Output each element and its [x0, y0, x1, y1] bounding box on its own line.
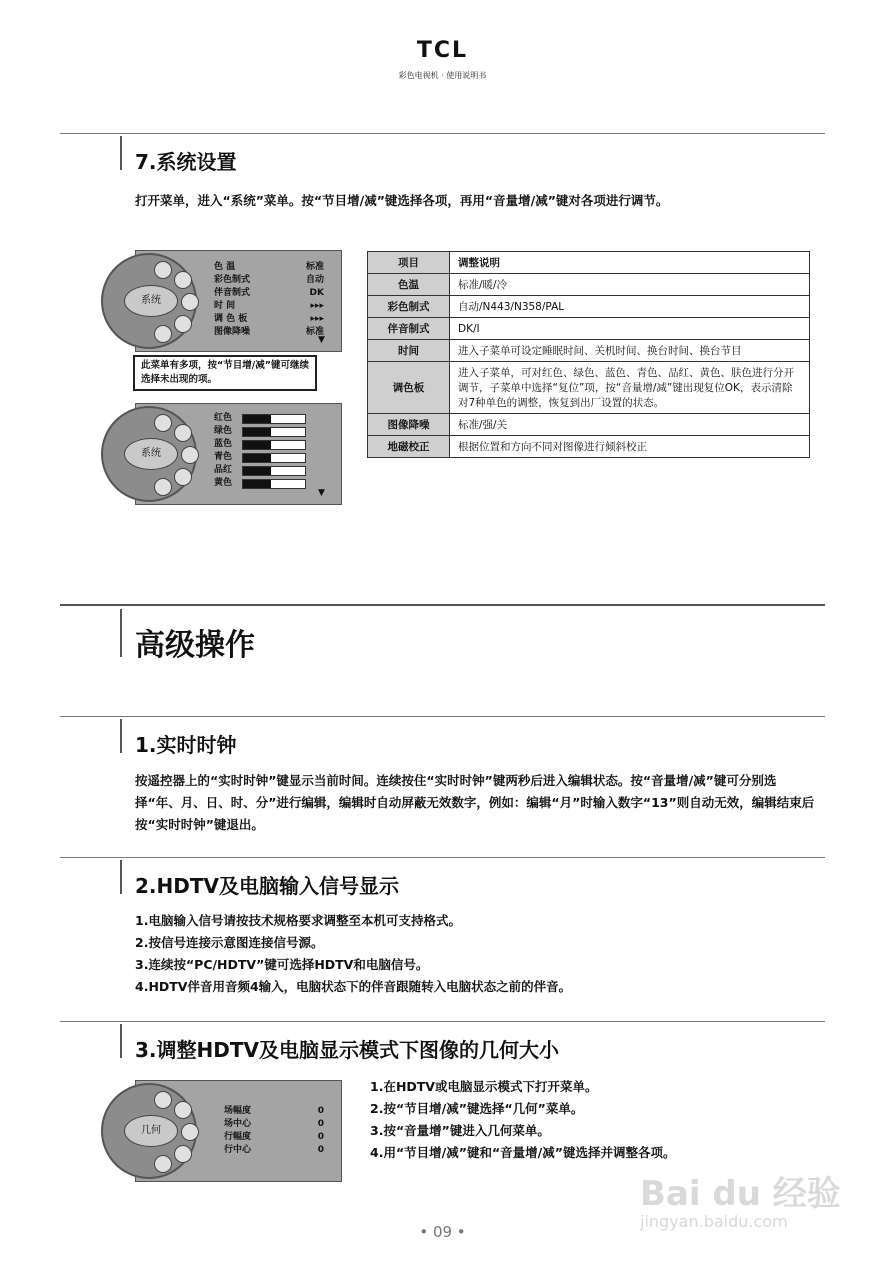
- table-cell-item: 色温: [368, 274, 450, 296]
- chapter-title: 高级操作: [135, 628, 255, 663]
- section-marker: [120, 860, 122, 894]
- table-row: [368, 318, 810, 340]
- palette-level-bar: [242, 466, 306, 476]
- watermark-logo: Bai du 经验: [640, 1174, 841, 1214]
- table-row: [368, 362, 810, 414]
- table-cell-item: 伴音制式: [368, 318, 450, 340]
- palette-level-fill: [243, 454, 271, 462]
- palette-level-fill: [243, 480, 271, 488]
- palette-level-fill: [243, 467, 271, 475]
- section7-title: 7.系统设置: [135, 150, 237, 174]
- scroll-down-icon: ▼: [318, 488, 325, 498]
- table-cell-item: 调色板: [368, 362, 450, 414]
- table-cell-desc: 进入子菜单，可对红色、绿色、蓝色、青色、品红、黄色、肤色进行分开调节，子菜单中选择“复位”项，按“音量增/减”键出现复位OK，表示清除对7种单色的调整，恢复到出厂设置的状态。: [450, 362, 810, 414]
- menu-knob-icon: [174, 315, 192, 333]
- section-divider: [60, 133, 825, 134]
- list-item: 4.用“节目增/减”键和“音量增/减”键选择并调整各项。: [370, 1145, 676, 1160]
- menu-knob-icon: [174, 1145, 192, 1163]
- chapter-marker: [120, 609, 122, 657]
- menu-row: 调 色 板 ▸▸▸: [214, 314, 324, 324]
- palette-row: [214, 438, 324, 451]
- brand-logo: TCL: [416, 38, 469, 63]
- list-item: 3.按“音量增”键进入几何菜单。: [370, 1123, 550, 1138]
- table-row: [368, 414, 810, 436]
- geometry-title: 3.调整HDTV及电脑显示模式下图像的几何大小: [135, 1038, 559, 1062]
- menu-row: 时 间 ▸▸▸: [214, 301, 324, 311]
- table-cell-item: 时间: [368, 340, 450, 362]
- table-cell-desc: 标准/暖/冷: [450, 274, 810, 296]
- section-marker: [120, 136, 122, 170]
- palette-label: 蓝色: [214, 439, 233, 449]
- menu-row: 图像降噪 标准: [214, 327, 324, 337]
- clock-body: 按遥控器上的“实时时钟”键显示当前时间。连续按住“实时时钟”键两秒后进入编辑状态。按“音量增/减”键可分别选择“年、月、日、时、分”进行编辑，编辑时自动屏蔽无效数字，例如：编辑“月”时输入数字“13”则自动无效，编辑结束后按“实时时钟”键退出。: [135, 773, 815, 832]
- table-cell-desc: 进入子菜单可设定睡眠时间、关机时间、换台时间、换台节目: [450, 340, 810, 362]
- section-marker: [120, 1024, 122, 1058]
- section-divider: [60, 716, 825, 717]
- section7-intro: 打开菜单，进入“系统”菜单。按“节目增/减”键选择各项，再用“音量增/减”键对各项进行调节。: [135, 193, 669, 208]
- palette-menu-screen: [135, 403, 342, 505]
- list-item: 2.按“节目增/减”键选择“几何”菜单。: [370, 1101, 584, 1116]
- table-row: [368, 436, 810, 458]
- list-item: 1.电脑输入信号请按技术规格要求调整至本机可支持格式。: [135, 913, 461, 928]
- menu-knob-icon: [154, 325, 172, 343]
- menu-row: 彩色制式 自动: [214, 275, 324, 285]
- page-number: • 09 •: [419, 1223, 466, 1241]
- menu-knob-icon: [154, 1155, 172, 1173]
- menu-knob-icon: [181, 446, 199, 464]
- menu-callout-note: 此菜单有多项，按“节目增/减”键可继续选择未出现的项。: [133, 355, 317, 391]
- table-header-row: [368, 252, 810, 274]
- menu-knob-icon: [174, 1101, 192, 1119]
- menu-knob-icon: [174, 271, 192, 289]
- palette-label: 黄色: [214, 478, 233, 488]
- table-row: [368, 274, 810, 296]
- menu-row: 场中心 0: [224, 1119, 324, 1129]
- list-item: 1.在HDTV或电脑显示模式下打开菜单。: [370, 1079, 598, 1094]
- palette-label: 红色: [214, 413, 233, 423]
- menu-knob-icon: [154, 261, 172, 279]
- palette-row: [214, 464, 324, 477]
- header-subtitle: 彩色电视机 · 使用说明书: [398, 71, 487, 80]
- system-menu-screen: [135, 250, 342, 352]
- menu-row: 伴音制式 DK: [214, 288, 324, 298]
- palette-label: 青色: [214, 452, 233, 462]
- section-divider: [60, 1021, 825, 1022]
- palette-rows: [214, 412, 324, 490]
- menu-dial-label: 系统: [124, 285, 178, 317]
- clock-title: 1.实时时钟: [135, 733, 237, 757]
- table-row: [368, 296, 810, 318]
- section-divider: [60, 857, 825, 858]
- hdtv-list: [135, 910, 815, 998]
- menu-dial-label: 系统: [124, 438, 178, 470]
- palette-row: [214, 425, 324, 438]
- table-cell-desc: 调整说明: [450, 252, 810, 274]
- menu-rows: [224, 1105, 324, 1157]
- menu-row: 场幅度 0: [224, 1106, 324, 1116]
- palette-level-bar: [242, 414, 306, 424]
- table-cell-desc: 标准/强/关: [450, 414, 810, 436]
- table-cell-desc: DK/I: [450, 318, 810, 340]
- palette-level-bar: [242, 440, 306, 450]
- list-item: 2.按信号连接示意图连接信号源。: [135, 935, 324, 950]
- menu-knob-icon: [181, 293, 199, 311]
- palette-level-bar: [242, 453, 306, 463]
- menu-knob-icon: [174, 424, 192, 442]
- watermark-url: jingyan.baidu.com: [640, 1212, 788, 1231]
- menu-knob-icon: [181, 1123, 199, 1141]
- menu-row: 行中心 0: [224, 1145, 324, 1155]
- palette-level-fill: [243, 428, 271, 436]
- list-item: 3.连续按“PC/HDTV”键可选择HDTV和电脑信号。: [135, 957, 429, 972]
- table-cell-desc: 自动/N443/N358/PAL: [450, 296, 810, 318]
- palette-row: [214, 412, 324, 425]
- menu-knob-icon: [174, 468, 192, 486]
- chapter-divider: [60, 604, 825, 606]
- scroll-down-icon: ▼: [318, 335, 325, 345]
- palette-row: [214, 451, 324, 464]
- menu-knob-icon: [154, 478, 172, 496]
- table-cell-desc: 根据位置和方向不同对图像进行倾斜校正: [450, 436, 810, 458]
- palette-label: 品红: [214, 465, 233, 475]
- list-item: 4.HDTV伴音用音频4输入，电脑状态下的伴音跟随转入电脑状态之前的伴音。: [135, 979, 572, 994]
- system-settings-table: [367, 251, 810, 458]
- palette-label: 绿色: [214, 426, 233, 436]
- table-cell-item: 项目: [368, 252, 450, 274]
- hdtv-title: 2.HDTV及电脑输入信号显示: [135, 874, 399, 898]
- palette-level-bar: [242, 427, 306, 437]
- palette-level-fill: [243, 415, 271, 423]
- menu-dial-label: 几何: [124, 1115, 178, 1147]
- table-cell-item: 图像降噪: [368, 414, 450, 436]
- menu-row: 行幅度 0: [224, 1132, 324, 1142]
- section-marker: [120, 719, 122, 753]
- menu-knob-icon: [154, 1091, 172, 1109]
- palette-level-fill: [243, 441, 271, 449]
- table-cell-item: 地磁校正: [368, 436, 450, 458]
- menu-rows: [214, 261, 324, 339]
- palette-row: [214, 477, 324, 490]
- palette-level-bar: [242, 479, 306, 489]
- menu-knob-icon: [154, 414, 172, 432]
- table-cell-item: 彩色制式: [368, 296, 450, 318]
- table-row: [368, 340, 810, 362]
- geometry-steps: [370, 1076, 810, 1164]
- geometry-menu-screen: [135, 1080, 342, 1182]
- menu-row: 色 温 标准: [214, 262, 324, 272]
